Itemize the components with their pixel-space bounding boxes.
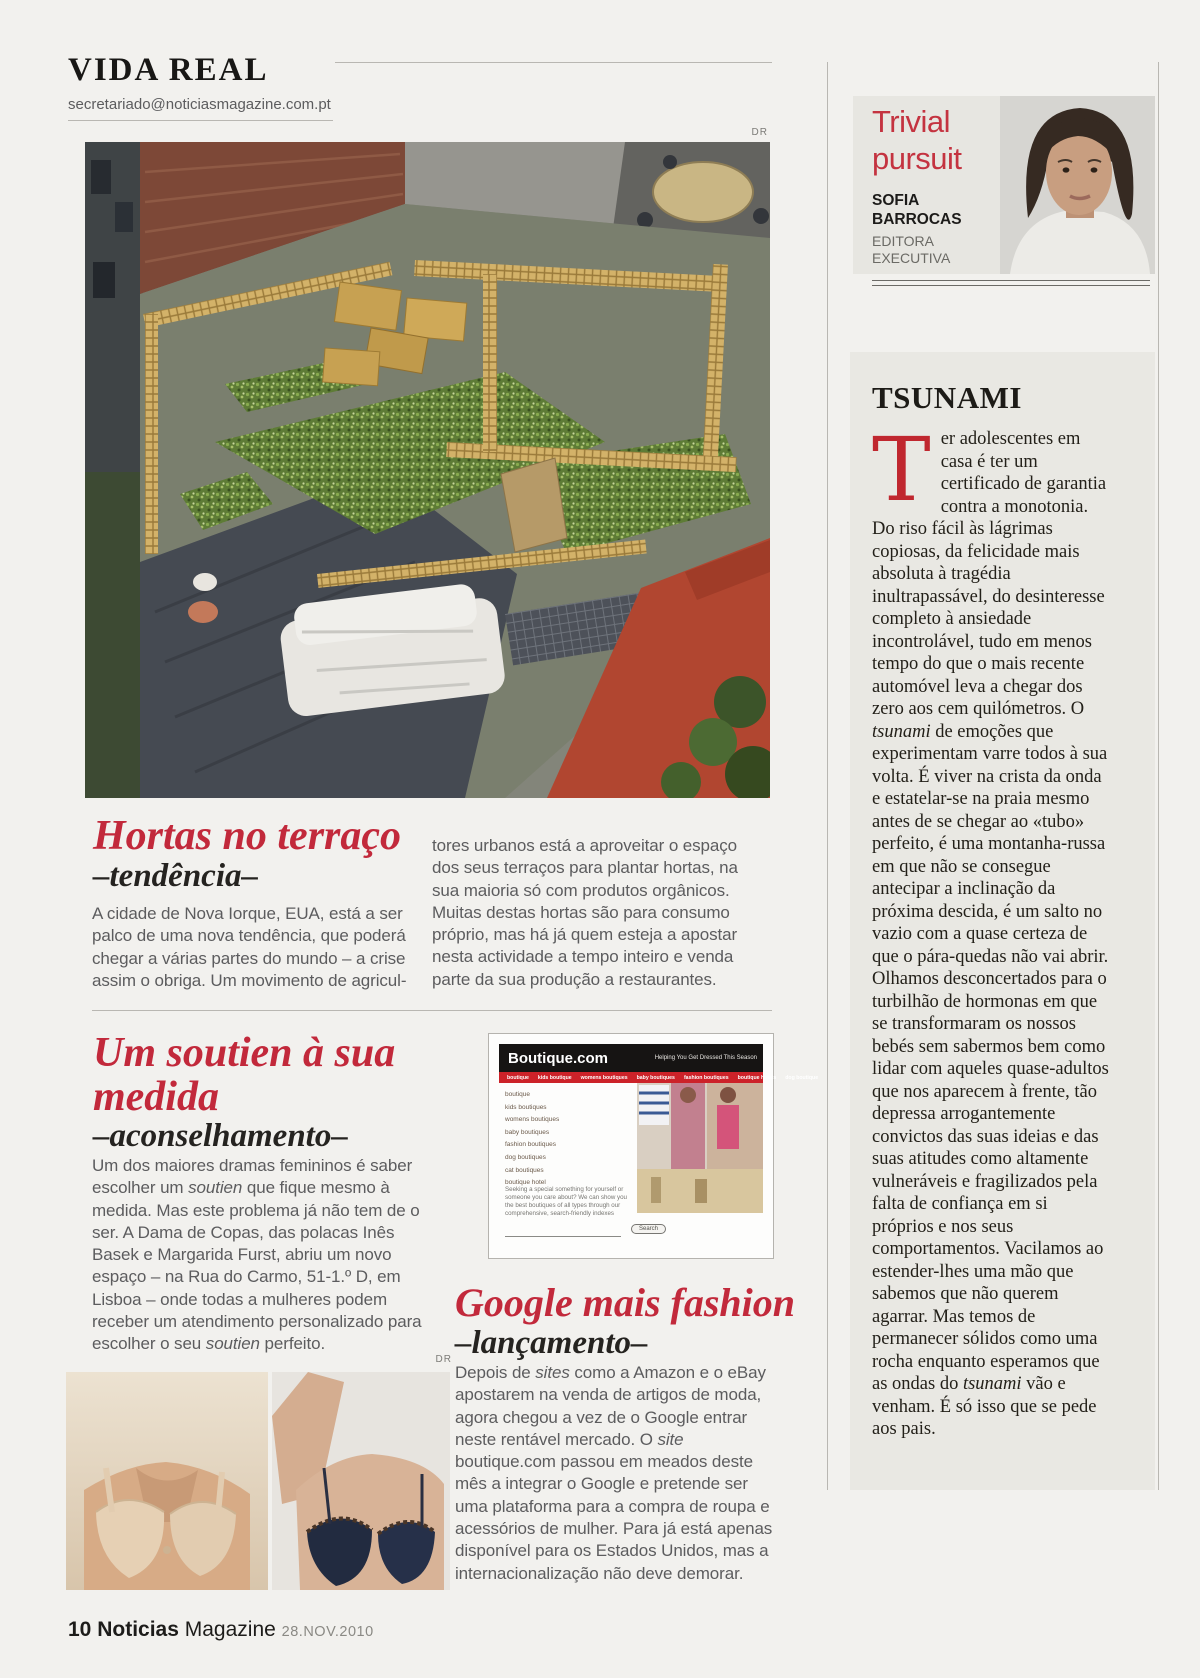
text-segment: de emoções que experimentam varre todos à sua volta. É viver na crista da onda e estatelar-se na praia mesmo antes de se chegar ao «tubo» perfeito, é uma montanha-russa em que não se consegue antecipar a inclinação da próxima descida, é um salto no vazio com a quase certeza de que o pára-quedas não vai abrir. Olhamos desconcertados para o turbilhão de hormonas em que se transformaram os nossos bebés sem sabermos bem como lidar com aqueles quase-adultos que nos aparecem à frente, tão depressa arrogantemente convictos das suas ideias e das suas atitudes como altamente vulneráveis e fragilizados pela falta de confiança em si próprios e nos seus comportamentos. Vacilamos ao estender-lhes uma mão que sabemos que não querem agarrar. Mas temos de permanecer sólidos como uma rocha enquanto esperamos que as ondas do <box>872 721 1109 1394</box>
text-segment: tsunami <box>872 721 931 742</box>
boutique-nav-item[interactable]: womens boutiques <box>580 1074 628 1081</box>
columnist-portrait <box>1000 96 1155 274</box>
text-segment: perfeito. <box>259 1334 326 1354</box>
boutique-link[interactable]: cat boutiques <box>505 1166 544 1174</box>
boutique-search-button[interactable]: Search <box>631 1224 666 1234</box>
text-segment: que fique mesmo à medida. Mas este problema já não tem de o ser. A Dama de Copas, das polacas Inês Basek e Margarida Furst, abriu um novo espaço – na Rua do Carmo, 51-1.º D, em Lisboa – onde todas a mulheres podem receber um atendimento personalizado para escolher o seu <box>92 1178 422 1354</box>
article-body-google <box>455 1362 775 1585</box>
boutique-nav-item[interactable]: baby boutiques <box>636 1074 675 1081</box>
photo-credit: DR <box>751 127 768 138</box>
text-segment: boutique.com passou em meados deste mês a integrar o Google e pretende ser uma plataforma para a compra de roupa e acessórios de mulher. Para já está apenas disponível para os Estados Unidos, mas a internacionalização não deve demorar. <box>455 1452 773 1583</box>
text-segment: site <box>657 1429 684 1449</box>
columnist-role-line1: EDITORA <box>872 233 934 249</box>
columnist-name-line2: BARROCAS <box>872 211 962 228</box>
boutique-link[interactable]: boutique <box>505 1091 530 1098</box>
tsunami-text <box>872 429 1109 1439</box>
boutique-nav-item[interactable]: dog boutique <box>785 1074 819 1081</box>
boutique-navbar <box>499 1072 819 1083</box>
header-underline <box>68 120 333 121</box>
boutique-link-list <box>505 1091 630 1192</box>
bra-photo-navy <box>272 1372 450 1590</box>
mid-rule <box>92 1010 772 1011</box>
sidebar-left-rule <box>827 62 828 1490</box>
article-title-soutien-line1: Um soutien à sua <box>93 1030 396 1076</box>
article-kicker-hortas: –tendência– <box>93 858 258 894</box>
columnist-role-line2: EXECUTIVA <box>872 250 951 266</box>
article-body-hortas-col2: tores urbanos está a aproveitar o espaço dos seus terraços para plantar hortas, na sua maioria só com produtos orgânicos. Muitas destas hortas são para consumo próprio, mas há já quem esteja a apostar nesta actividade a tempo inteiro e venda parte da sua produção a restaurantes. <box>432 836 738 989</box>
header-top-rule <box>335 62 772 63</box>
boutique-blurb: Seeking a special something for yourself or someone you care about? We can show you the best boutiques of all types through our comprehensive, search-friendly indexes <box>505 1186 627 1217</box>
dropcap: T <box>872 428 931 521</box>
double-rule-top <box>872 280 1150 281</box>
text-segment: sites <box>535 1363 570 1382</box>
column-title-line2: pursuit <box>872 141 962 176</box>
boutique-tagline: Helping You Get Dressed This Season <box>654 1055 757 1061</box>
boutique-nav-item[interactable]: boutique <box>507 1074 529 1081</box>
double-rule-bottom <box>872 285 1150 286</box>
boutique-collage <box>637 1083 763 1213</box>
columnist-name-line1: SOFIA <box>872 192 920 209</box>
text-segment: tsunami <box>962 1374 1022 1394</box>
column-title-line1: Trivial <box>872 104 951 139</box>
boutique-nav-item[interactable]: kids boutique <box>537 1074 572 1081</box>
text-segment: er adolescentes em casa é ter um certificado de garantia contra a monotonia. Do riso fácil às lágrimas copiosas, da felicidade mais absoluta à tragédia inultrapassável, do desinteresse completo à ansiedade incontrolável, tudo em menos tempo do que o mais recente automóvel leva a chegar dos zero aos cem quilómetros. O <box>872 429 1107 719</box>
article-title-soutien-line2: medida <box>93 1074 219 1120</box>
lattice-fence <box>483 274 497 452</box>
rooftop-garden-photo <box>85 142 770 798</box>
text-segment: soutien <box>188 1178 243 1198</box>
boutique-nav-item[interactable]: fashion boutiques <box>683 1074 729 1081</box>
article-body-hortas-col1: A cidade de Nova Iorque, EUA, está a ser palco de uma nova tendência, que poderá chegar a várias partes do mundo – a crise assim o obriga. Um movimento de agricul- <box>92 904 407 990</box>
tsunami-body <box>872 428 1112 1480</box>
boutique-link[interactable]: womens boutiques <box>505 1116 560 1124</box>
magazine-name-regular: Magazine <box>184 1618 276 1641</box>
photo-credit: DR <box>435 1354 452 1365</box>
boutique-nav-item[interactable]: boutique hotels <box>737 1074 777 1081</box>
boutique-link[interactable]: boutique hotel <box>505 1179 546 1187</box>
text-segment: Um dos maiores dramas femininos é saber escolher um <box>92 1156 413 1198</box>
article-title-hortas: Hortas no terraço <box>93 813 402 859</box>
text-segment: vão e venham. É só isso que se pede aos pais. <box>872 1374 1097 1439</box>
article-kicker-google: –lançamento– <box>455 1325 648 1361</box>
bra-photo-beige <box>66 1372 268 1590</box>
page-number: 10 <box>68 1618 92 1641</box>
terracotta-pot <box>188 601 218 623</box>
sidebar-right-rule <box>1158 62 1159 1490</box>
page-footer <box>68 1618 374 1642</box>
article-body-soutien <box>92 1155 426 1356</box>
boutique-header <box>499 1044 763 1072</box>
boutique-link[interactable]: dog boutiques <box>505 1153 546 1161</box>
magazine-name-bold: Noticias <box>97 1618 179 1641</box>
boutique-link[interactable]: fashion boutiques <box>505 1141 556 1149</box>
text-segment: soutien <box>205 1334 260 1354</box>
tsunami-headline: TSUNAMI <box>872 380 1022 415</box>
article-kicker-soutien: –aconselhamento– <box>93 1118 348 1154</box>
lattice-fence <box>145 314 158 554</box>
white-pot <box>193 573 217 591</box>
text-segment: Depois de <box>455 1363 536 1382</box>
boutique-screenshot <box>488 1033 819 1259</box>
boutique-link[interactable]: baby boutiques <box>505 1128 550 1136</box>
issue-date: 28.NOV.2010 <box>281 1624 374 1640</box>
contact-email: secretariado@noticiasmagazine.com.pt <box>68 96 331 113</box>
boutique-search-input[interactable] <box>505 1228 621 1237</box>
boutique-logo: Boutique.com <box>508 1049 608 1067</box>
article-title-google: Google mais fashion <box>455 1280 796 1325</box>
text-segment: como a Amazon e o eBay apostarem na venda de artigos de moda, agora chegou a vez de o Google entrar neste rentável mercado. O <box>455 1363 766 1449</box>
section-title: VIDA REAL <box>68 52 269 88</box>
boutique-link[interactable]: kids boutiques <box>505 1103 547 1111</box>
